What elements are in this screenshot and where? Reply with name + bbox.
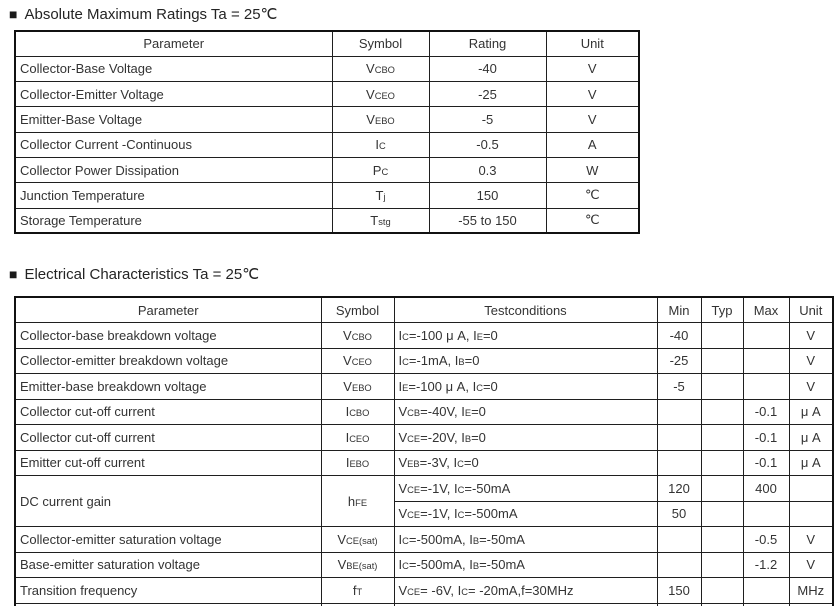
min-cell: 50 (657, 501, 701, 527)
column-header-unit: Unit (789, 297, 833, 323)
unit-cell: V (546, 82, 639, 107)
symbol-cell: Tstg (332, 208, 429, 233)
param-cell: Storage Temperature (15, 208, 332, 233)
max-cell: -1.2 (743, 552, 789, 578)
unit-cell: V (789, 323, 833, 349)
column-header-unit: Unit (546, 31, 639, 56)
typ-cell (701, 552, 743, 578)
min-cell: 150 (657, 578, 701, 604)
column-header-typ: Typ (701, 297, 743, 323)
param-cell: Collector-Base Voltage (15, 56, 332, 81)
min-cell (657, 552, 701, 578)
symbol-cell: VCE(sat) (321, 527, 394, 553)
table-header-row (15, 31, 639, 56)
testconditions-cell: IC=-500mA, IB=-50mA (394, 552, 657, 578)
table-row (15, 348, 833, 374)
symbol-cell: ICEO (321, 425, 394, 451)
table-row (15, 323, 833, 349)
typ-cell (701, 450, 743, 476)
table-row (15, 552, 833, 578)
column-header-rating: Rating (429, 31, 546, 56)
section-title-electrical-characteristics (9, 265, 259, 283)
max-cell (743, 374, 789, 400)
rating-cell: -5 (429, 107, 546, 132)
typ-cell (701, 323, 743, 349)
typ-cell (701, 578, 743, 604)
symbol-cell: IC (332, 132, 429, 157)
param-cell: Collector-emitter breakdown voltage (15, 348, 321, 374)
typ-cell (701, 374, 743, 400)
unit-cell: MHz (789, 578, 833, 604)
symbol-cell: PC (332, 157, 429, 182)
table-row (15, 578, 833, 604)
unit-cell: V (546, 107, 639, 132)
typ-cell (701, 425, 743, 451)
unit-cell: μ A (789, 399, 833, 425)
testconditions-cell: VEB=-3V, IC=0 (394, 450, 657, 476)
symbol-cell: ICBO (321, 399, 394, 425)
column-header-parameter: Parameter (15, 31, 332, 56)
column-header-min: Min (657, 297, 701, 323)
min-cell (657, 425, 701, 451)
testconditions-cell: IC=-1mA, IB=0 (394, 348, 657, 374)
max-cell (743, 501, 789, 527)
table-row (15, 425, 833, 451)
min-cell (657, 450, 701, 476)
max-cell: -0.1 (743, 450, 789, 476)
param-cell: Transition frequency (15, 578, 321, 604)
unit-cell: μ A (789, 425, 833, 451)
rating-cell: 0.3 (429, 157, 546, 182)
table-header-row (15, 297, 833, 323)
unit-cell: V (546, 56, 639, 81)
param-cell: Base-emitter saturation voltage (15, 552, 321, 578)
column-header-parameter: Parameter (15, 297, 321, 323)
table-row (15, 56, 639, 81)
unit-cell: V (789, 527, 833, 553)
symbol-cell: IEBO (321, 450, 394, 476)
column-header-max: Max (743, 297, 789, 323)
max-cell (743, 348, 789, 374)
table-row (15, 374, 833, 400)
param-cell: Collector-emitter saturation voltage (15, 527, 321, 553)
rating-cell: -25 (429, 82, 546, 107)
absolute-maximum-ratings-table (14, 30, 640, 234)
typ-cell (701, 527, 743, 553)
param-cell: Collector cut-off current (15, 425, 321, 451)
testconditions-cell: VCE= -6V, IC= -20mA,f=30MHz (394, 578, 657, 604)
typ-cell (701, 501, 743, 527)
param-cell: Emitter-Base Voltage (15, 107, 332, 132)
unit-cell: W (546, 157, 639, 182)
max-cell (743, 323, 789, 349)
typ-cell (701, 476, 743, 502)
max-cell: -0.1 (743, 399, 789, 425)
min-cell: -25 (657, 348, 701, 374)
testconditions-cell: VCE=-1V, IC=-500mA (394, 501, 657, 527)
symbol-cell: VEBO (332, 107, 429, 132)
table-row (15, 208, 639, 233)
testconditions-cell: IC=-500mA, IB=-50mA (394, 527, 657, 553)
symbol-cell: Tj (332, 183, 429, 208)
rating-cell: -0.5 (429, 132, 546, 157)
unit-cell (789, 476, 833, 502)
unit-cell: ℃ (546, 208, 639, 233)
column-header-symbol: Symbol (332, 31, 429, 56)
table-row (15, 476, 833, 502)
testconditions-cell: VCE=-1V, IC=-50mA (394, 476, 657, 502)
symbol-cell: VCBO (321, 323, 394, 349)
section-title-text: Electrical Characteristics Ta = 25℃ (24, 266, 260, 283)
unit-cell: V (789, 348, 833, 374)
max-cell: -0.5 (743, 527, 789, 553)
unit-cell: V (789, 374, 833, 400)
min-cell: -5 (657, 374, 701, 400)
param-cell: Junction Temperature (15, 183, 332, 208)
rating-cell: 150 (429, 183, 546, 208)
typ-cell (701, 399, 743, 425)
testconditions-cell: IE=-100 μ A, IC=0 (394, 374, 657, 400)
symbol-cell: VBE(sat) (321, 552, 394, 578)
black-square-icon: ■ (9, 6, 18, 22)
testconditions-cell: IC=-100 μ A, IE=0 (394, 323, 657, 349)
param-cell: Collector-Emitter Voltage (15, 82, 332, 107)
table-row (15, 399, 833, 425)
min-cell (657, 527, 701, 553)
symbol-cell: VCEO (332, 82, 429, 107)
param-cell: Collector cut-off current (15, 399, 321, 425)
table-row (15, 132, 639, 157)
symbol-cell: VEBO (321, 374, 394, 400)
table-row (15, 450, 833, 476)
table-row (15, 157, 639, 182)
testconditions-cell: VCE=-20V, IB=0 (394, 425, 657, 451)
typ-cell (701, 348, 743, 374)
rating-cell: -40 (429, 56, 546, 81)
unit-cell: μ A (789, 450, 833, 476)
max-cell (743, 578, 789, 604)
symbol-cell: VCBO (332, 56, 429, 81)
symbol-cell: fT (321, 578, 394, 604)
table-row (15, 82, 639, 107)
column-header-symbol: Symbol (321, 297, 394, 323)
section-title-text: Absolute Maximum Ratings Ta = 25℃ (24, 6, 278, 23)
max-cell: -0.1 (743, 425, 789, 451)
min-cell (657, 399, 701, 425)
param-cell: DC current gain (15, 476, 321, 527)
symbol-cell: hFE (321, 476, 394, 527)
rating-cell: -55 to 150 (429, 208, 546, 233)
param-cell: Collector Current -Continuous (15, 132, 332, 157)
unit-cell (789, 501, 833, 527)
testconditions-cell: VCB=-40V, IE=0 (394, 399, 657, 425)
max-cell: 400 (743, 476, 789, 502)
min-cell: -40 (657, 323, 701, 349)
section-title-absolute-maximum-ratings (9, 5, 277, 23)
unit-cell: A (546, 132, 639, 157)
table-row (15, 107, 639, 132)
unit-cell: V (789, 552, 833, 578)
param-cell: Collector Power Dissipation (15, 157, 332, 182)
symbol-cell: VCEO (321, 348, 394, 374)
black-square-icon: ■ (9, 266, 18, 282)
unit-cell: ℃ (546, 183, 639, 208)
param-cell: Collector-base breakdown voltage (15, 323, 321, 349)
param-cell: Emitter-base breakdown voltage (15, 374, 321, 400)
column-header-testconditions: Testconditions (394, 297, 657, 323)
param-cell: Emitter cut-off current (15, 450, 321, 476)
table-row (15, 527, 833, 553)
min-cell: 120 (657, 476, 701, 502)
table-row (15, 183, 639, 208)
electrical-characteristics-table (14, 296, 834, 606)
